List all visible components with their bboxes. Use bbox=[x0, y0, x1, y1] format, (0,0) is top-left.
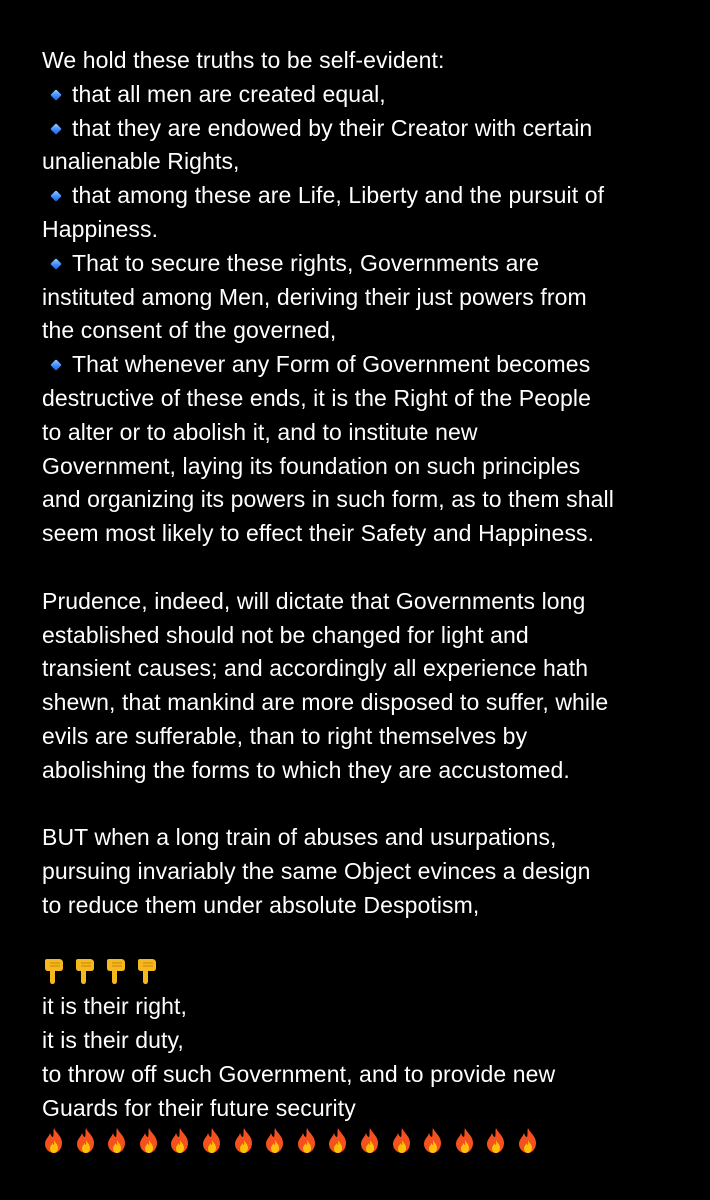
bullet-item bbox=[42, 348, 682, 551]
paragraph-prudence bbox=[42, 585, 682, 788]
paragraph-line: to reduce them under absolute Despotism, bbox=[42, 891, 480, 918]
paragraph-line: shewn, that mankind are more disposed to suffer, while bbox=[42, 689, 609, 716]
backhand-index-pointing-down-icon bbox=[104, 959, 128, 985]
bullet-item bbox=[42, 112, 682, 180]
closing-line: it is their right, bbox=[42, 993, 187, 1020]
fire-icon bbox=[516, 1128, 540, 1154]
bullet-text: instituted among Men, deriving their just powers from bbox=[42, 283, 587, 310]
paragraph-spacer bbox=[42, 551, 682, 585]
bullet-text: Happiness. bbox=[42, 215, 159, 242]
fire-icon bbox=[263, 1128, 287, 1154]
small-blue-diamond-icon bbox=[50, 360, 61, 371]
fire-emoji-row bbox=[42, 1126, 682, 1160]
small-blue-diamond-icon bbox=[50, 191, 61, 202]
bullet-text: that they are endowed by their Creator with certain bbox=[72, 114, 593, 141]
closing-line: it is their duty, bbox=[42, 1027, 184, 1054]
paragraph-line: evils are sufferable, than to right themselves by bbox=[42, 722, 528, 749]
paragraph-spacer bbox=[42, 923, 682, 957]
bullet-text: destructive of these ends, it is the Right of the People bbox=[42, 384, 591, 411]
bullet-text: the consent of the governed, bbox=[42, 317, 337, 344]
bullet-text: and organizing its powers in such form, as to them shall bbox=[42, 486, 614, 513]
fire-icon bbox=[295, 1128, 319, 1154]
paragraph-line: pursuing invariably the same Object evinces a design bbox=[42, 858, 591, 885]
fire-icon bbox=[484, 1128, 508, 1154]
fire-icon bbox=[358, 1128, 382, 1154]
small-blue-diamond-icon bbox=[50, 123, 61, 134]
paragraph-line: abolishing the forms to which they are accustomed. bbox=[42, 756, 570, 783]
bullet-list bbox=[42, 78, 682, 551]
backhand-index-pointing-down-icon bbox=[135, 959, 159, 985]
small-blue-diamond-icon bbox=[50, 89, 61, 100]
bullet-text: Government, laying its foundation on such principles bbox=[42, 452, 581, 479]
pointing-down-emoji-row bbox=[42, 957, 682, 991]
backhand-index-pointing-down-icon bbox=[73, 959, 97, 985]
paragraph-line: Prudence, indeed, will dictate that Governments long bbox=[42, 587, 586, 614]
bullet-text: unalienable Rights, bbox=[42, 148, 240, 175]
paragraph-line: BUT when a long train of abuses and usurpations, bbox=[42, 824, 557, 851]
bullet-item bbox=[42, 247, 682, 348]
bullet-item bbox=[42, 78, 682, 112]
bullet-text: That to secure these rights, Governments are bbox=[72, 249, 540, 276]
fire-icon bbox=[74, 1128, 98, 1154]
bullet-text: seem most likely to effect their Safety and Happiness. bbox=[42, 520, 595, 547]
fire-icon bbox=[105, 1128, 129, 1154]
fire-icon bbox=[453, 1128, 477, 1154]
bullet-text: to alter or to abolish it, and to institute new bbox=[42, 418, 478, 445]
fire-icon bbox=[200, 1128, 224, 1154]
fire-icon bbox=[326, 1128, 350, 1154]
bullet-text: that among these are Life, Liberty and the pursuit of bbox=[72, 182, 605, 209]
fire-icon bbox=[421, 1128, 445, 1154]
fire-icon bbox=[168, 1128, 192, 1154]
paragraph-line: established should not be changed for light and bbox=[42, 621, 529, 648]
paragraph-but bbox=[42, 821, 682, 922]
small-blue-diamond-icon bbox=[50, 258, 61, 269]
document-body bbox=[42, 44, 682, 1159]
bullet-item bbox=[42, 179, 682, 247]
paragraph-line: transient causes; and accordingly all experience hath bbox=[42, 655, 589, 682]
backhand-index-pointing-down-icon bbox=[42, 959, 66, 985]
intro-line: We hold these truths to be self-evident: bbox=[42, 47, 445, 73]
fire-icon bbox=[42, 1128, 66, 1154]
fire-icon bbox=[232, 1128, 256, 1154]
fire-icon bbox=[137, 1128, 161, 1154]
bullet-text: That whenever any Form of Government becomes bbox=[72, 351, 591, 378]
closing-line: to throw off such Government, and to provide new bbox=[42, 1060, 556, 1087]
closing-line: Guards for their future security bbox=[42, 1094, 356, 1121]
bullet-text: that all men are created equal, bbox=[72, 80, 386, 107]
fire-icon bbox=[390, 1128, 414, 1154]
paragraph-spacer bbox=[42, 788, 682, 822]
closing-lines bbox=[42, 990, 682, 1125]
